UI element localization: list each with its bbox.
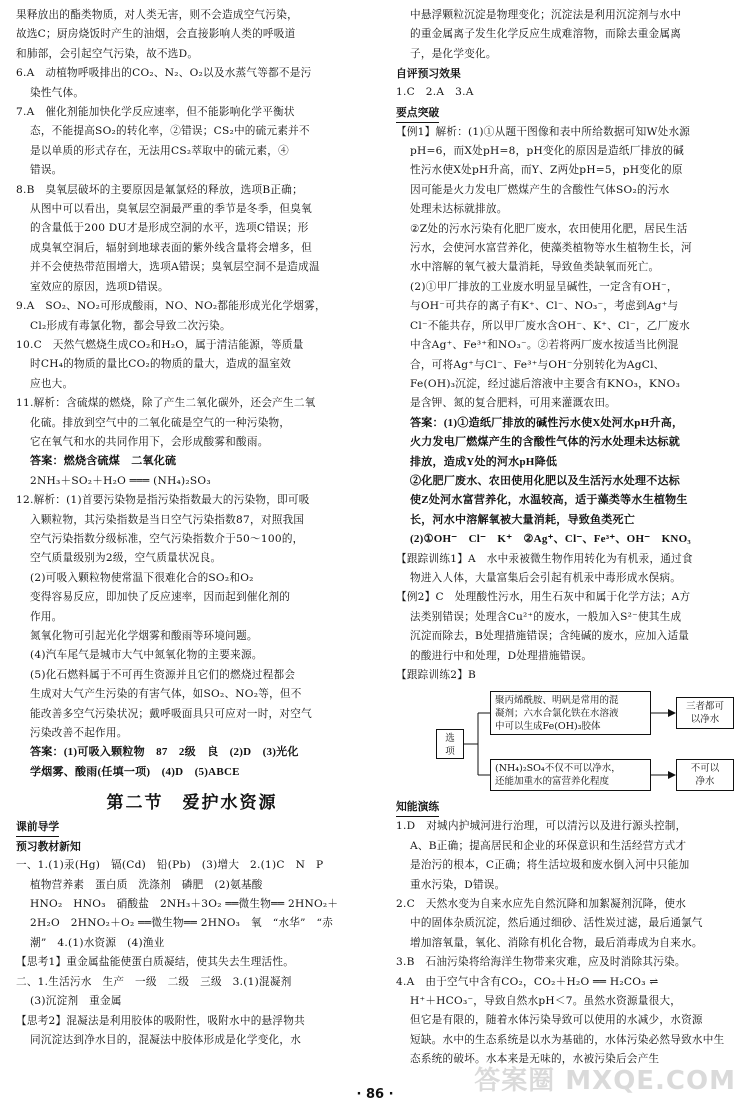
- q11-line: 11.解析：含硫煤的燃烧，除了产生二氧化碳外，还会产生二氧: [16, 397, 316, 410]
- example2-line: 沉淀而除去，B处理措施错误；含纯碱的废水，应加入适量: [410, 630, 690, 643]
- drill1-line: A、B正确；提高居民和企业的环保意识和生活经营方式才: [410, 839, 687, 852]
- example1-line: 【例1】解析：(1)①从题干图像和表中所给数据可知W处水源: [396, 125, 691, 138]
- diagram-bottom-result: [676, 759, 734, 791]
- q12-line: 作用。: [30, 610, 63, 623]
- diagram-text: 不可以: [690, 763, 720, 775]
- example1-line: 处理未达标就排放。: [410, 203, 508, 216]
- diagram-option-label: 选项: [445, 733, 455, 758]
- q12-line: 空气质量级别为2级，空气质量状况良。: [30, 552, 222, 565]
- q10-line: 10.C 天然气燃烧生成CO₂和H₂O，属于清洁能源，等质量: [16, 338, 304, 351]
- q12-line: 变得容易反应，即加快了反应速率，因而起到催化剂的: [30, 591, 291, 604]
- drill2-line: 中的固体杂质沉淀，然后通过细砂、活性炭过滤，最后通氯气: [410, 917, 703, 930]
- example1-line: 因可能是火力发电厂燃煤产生的含酸性气体SO₂的污水: [410, 183, 670, 196]
- example1-line: 污水，会使河水富营养化，使藻类植物等水生植物生长，河: [410, 242, 692, 255]
- q11-line: 它在氧气和水的共同作用下，会形成酸雾和酸雨。: [30, 435, 269, 448]
- drill4-line: 4.A 由于空气中含有CO₂，CO₂＋H₂O ══ H₂CO₃ ⇌: [396, 975, 659, 988]
- text-line: 故选C；厨房烧饭时产生的油烟，会直接影响人类的呼吸道: [16, 28, 296, 41]
- drill1-line: 是治污的根本，C正确；将生活垃圾和废水倒入河中只能加: [410, 859, 690, 872]
- example2-line: 的酸进行中和处理，D处理措施错误。: [410, 649, 593, 662]
- diagram-text: 以净水: [690, 714, 720, 726]
- example1-answer: (2)①OH⁻ Cl⁻ K⁺ ②Ag⁺、Cl⁻、Fe³⁺、OH⁻ KNO₃: [410, 533, 691, 546]
- text-line: 果释放出的酯类物质，对人类无害，则不会造成空气污染，: [16, 9, 298, 21]
- example2-line: 【例2】C 处理酸性污水，用生石灰中和属于化学方法；A方: [396, 591, 691, 604]
- think-2: 【思考2】混凝法是利用胶体的吸附性，吸附水中的悬浮物共: [16, 1014, 305, 1027]
- track2-line: 【跟踪训练2】B: [396, 669, 477, 681]
- diagram-bottom-box: [490, 759, 651, 791]
- q12-answer: 答案：(1)可吸入颗粒物 87 2级 良 (2)D (3)光化: [30, 746, 299, 759]
- heading-drill: [396, 797, 748, 817]
- q12-line: (4)汽车尾气是城市大气中氮氧化物的主要来源。: [30, 649, 263, 662]
- track1-line: 【跟踪训练1】A 水中汞被微生物作用转化为有机汞，通过食: [396, 552, 693, 565]
- text-line: 和肺部，会引起空气污染，故不选D。: [16, 47, 199, 60]
- example1-line: 与OH⁻可共存的离子有K⁺、Cl⁻、NO₃⁻，考虑到Ag⁺与: [410, 300, 679, 313]
- diagram-top-result: [676, 697, 734, 729]
- diagram-option-box: [436, 729, 464, 759]
- watermark-logo: 答案圈 MXQE.COM: [474, 1066, 736, 1096]
- think-2: 同沉淀达到净水目的，混凝法中胶体形成是化学变化，水: [30, 1033, 302, 1046]
- q8-line: 从图中可以看出，臭氧层空洞最严重的季节是冬季，但臭氧: [30, 203, 312, 216]
- example1-answer: 长，河水中溶解氧被大量消耗，导致鱼类死亡: [410, 513, 635, 526]
- example1-line: Fe(OH)₃沉淀，经过滤后溶液中主要含有KNO₃，KNO₃: [410, 377, 681, 390]
- think-1: 【思考1】重金属盐能使蛋白质凝结，使其失去生理活性。: [16, 956, 295, 969]
- q12-answer: 学烟雾、酸雨(任填一项) (4)D (5)ABCE: [30, 765, 240, 778]
- q8-line: 室效应的原因，选项D错误。: [30, 280, 169, 293]
- example1-line: 中含Ag⁺、Fe³⁺和NO₃⁻。②若将两厂废水按适当比例混: [410, 339, 679, 352]
- self-check-answers: 1.C 2.A 3.A: [396, 86, 474, 99]
- example1-line: pH=6，而X处pH=8，pH变化的原因是造纸厂排放的碱: [410, 145, 684, 158]
- q12-line: 生成对大气产生污染的有害气体，如SO₂、NO₂等，但不: [30, 688, 302, 701]
- heading-self-check: 自评预习效果: [396, 67, 461, 81]
- example1-answer: ②化肥厂废水、农田使用化肥以及生活污水处理不达标: [410, 474, 680, 487]
- q12-line: 12.解析：(1)首要污染物是指污染指数最大的污染物，即可吸: [16, 494, 310, 507]
- q12-line: 空气污染指数分级标准，空气污染指数介于50～100的，: [30, 532, 304, 545]
- example1-answer: 答案：(1)①造纸厂排放的碱性污水使X处河水pH升高，: [410, 416, 684, 429]
- right-column: [396, 0, 748, 1070]
- diagram-text: 还能加重水的富营养化程度: [495, 776, 610, 788]
- q12-line: (5)化石燃料属于不可再生资源并且它们的燃烧过程都会: [30, 668, 296, 681]
- text-line: 的重金属离子发生化学反应生成难溶物，而除去重金属离: [410, 28, 682, 41]
- q7-line: 态，不能提高SO₂的转化率，②错误；CS₂中的硫元素并不: [30, 125, 310, 138]
- drill4-line: 短缺。水中的生态系统是以水为基础的，水体污染必然导致水中生: [410, 1033, 725, 1046]
- flow-diagram: [396, 689, 748, 795]
- track1-line: 物进入人体，大量富集后会引起有机汞中毒形成水俣病。: [410, 571, 682, 584]
- preview-line: 潮” 4.(1)水资源 (4)渔业: [30, 936, 165, 949]
- example2-line: 法类别错误；处理含Cu²⁺的废水，一般加入S²⁻使其生成: [410, 610, 682, 623]
- example1-answer: 火力发电厂燃煤产生的含酸性气体的污水处理未达标就: [410, 436, 680, 449]
- q11-answer: 答案：燃烧含硫煤 二氧化硫: [30, 455, 177, 468]
- diagram-text: 净水: [695, 776, 715, 788]
- drill2-line: 增加溶氧量，氧化、消除有机化合物，最后消毒成为自来水。: [410, 936, 703, 949]
- q8-line: 成臭氧空洞后，辐射到地球表面的紫外线含量将会增多，但: [30, 241, 312, 254]
- drill1-line: 重水污染，D错误。: [410, 878, 506, 891]
- preview-line: 二、1.生活污水 生产 一级 二级 三级 3.(1)混凝剂: [16, 975, 292, 988]
- left-column: [16, 0, 368, 1050]
- drill4-line: 但它是有限的，随着水体污染导致可以使用的水减少，水资源: [410, 1014, 703, 1027]
- example1-line: (2)①甲厂排放的工业废水明显呈碱性，一定含有OH⁻，: [410, 280, 678, 293]
- q8-line: 8.B 臭氧层破坏的主要原因是氟氯烃的释放，选项B正确；: [16, 183, 303, 196]
- q12-line: 氮氧化物可引起光化学烟雾和酸雨等环境问题。: [30, 630, 258, 642]
- example1-line: 是含钾、氮的复合肥料，可用来灌溉农田。: [410, 397, 617, 410]
- heading-guide: [16, 817, 368, 837]
- q11-line: 化硫。排放到空气中的二氧化硫是空气的一种污染物，: [30, 416, 291, 429]
- example1-line: 合，可将Ag⁺与Cl⁻、Fe³⁺与OH⁻分别转化为AgCl、: [410, 358, 665, 371]
- diagram-text: (NH₄)₂SO₄不仅不可以净水，: [495, 763, 621, 775]
- q9-line: Cl₂形成有毒氯化物，都会导致二次污染。: [30, 319, 231, 332]
- text-line: 中悬浮颗粒沉淀是物理变化；沉淀法是利用沉淀剂与水中: [410, 9, 682, 21]
- q12-line: 污染改善不起作用。: [30, 727, 128, 740]
- drill3-line: 3.B 石油污染将给海洋生物带来灾难，应及时消除其污染。: [396, 956, 686, 969]
- q8-line: 的含量低于200 DU才是形成空洞的水平，选项C错误；形: [30, 222, 309, 235]
- q12-line: 能改善多空气污染状况；戴呼吸面具只可应对一时，对空气: [30, 707, 312, 720]
- drill2-line: 2.C 天然水变为自来水应先自然沉降和加絮凝剂沉降，使水: [396, 898, 687, 911]
- preview-line: HNO₂ HNO₃ 硝酸盐 2NH₃＋3O₂ ══微生物══ 2HNO₂＋: [30, 898, 339, 911]
- preview-line: 植物营养素 蛋白质 洗涤剂 磷肥 (2)氨基酸: [30, 878, 263, 891]
- section-title: 第二节 爱护水资源: [106, 793, 278, 814]
- q10-line: 时CH₄的物质的量比CO₂的物质的量大，造成的温室效: [30, 358, 292, 371]
- example1-line: Cl⁻不能共存，所以甲厂废水含OH⁻、K⁺、Cl⁻，乙厂废水: [410, 319, 690, 332]
- preview-line: (3)沉淀剂 重金属: [30, 995, 122, 1008]
- q6-line: 6.A 动植物呼吸排出的CO₂、N₂、O₂以及水蒸气等都不是污: [16, 67, 312, 80]
- diagram-text: 三者都可: [685, 701, 724, 713]
- q7-line: 7.A 催化剂能加快化学反应速率，但不能影响化学平衡状: [16, 106, 295, 119]
- heading-drill-text: 知能演练: [396, 797, 439, 817]
- example1-line: 性污水使X处pH升高，而Y、Z两处pH=5，pH变化的原: [410, 164, 683, 177]
- example1-line: ②Z处的污水污染有化肥厂废水，农田使用化肥，居民生活: [410, 222, 688, 235]
- q8-line: 并不会使热带范围增大，选项A错误；臭氧层空洞不是造成温: [30, 261, 320, 274]
- q10-line: 应也大。: [30, 377, 74, 390]
- heading-preview: 预习教材新知: [16, 840, 81, 854]
- drill1-line: 1.D 对城内护城河进行治理，可以清污以及进行源头控制，: [396, 820, 687, 833]
- preview-line: 2H₂O 2HNO₂＋O₂ ══微生物══ 2HNO₃ 氧 “水华” “赤: [30, 917, 334, 930]
- diagram-top-box: [490, 691, 651, 735]
- drill4-line: H⁺＋HCO₃⁻，导致自然水pH＜7。虽然水资源量很大，: [410, 995, 682, 1008]
- diagram-text: 凝剂；六水合氯化铁在水溶液: [495, 708, 619, 720]
- text-line: 子，是化学变化。: [410, 47, 497, 60]
- diagram-text: 聚丙烯酰胺、明矾是常用的混: [495, 695, 619, 707]
- heading-key-points: [396, 103, 748, 123]
- example1-line: 水中溶解的氧气被大量消耗，导致鱼类缺氧而死亡。: [410, 261, 660, 274]
- diagram-text: 中可以生成Fe(OH)₃胶体: [495, 721, 601, 733]
- example1-answer: 排放，造成Y处的河水pH降低: [410, 455, 558, 468]
- q12-line: 入颗粒物，其污染指数是当日空气污染指数87，对照我国: [30, 513, 305, 526]
- q11-equation: 2NH₃＋SO₂＋H₂O ═══ (NH₄)₂SO₃: [30, 474, 211, 487]
- q7-line: 是以单质的形式存在，无法用CS₂萃取中的硫元素，④: [30, 144, 289, 157]
- preview-line: 一、1.(1)汞(Hg) 镉(Cd) 铅(Pb) (3)增大 2.(1)C N P: [16, 859, 324, 872]
- q6-line: 染性气体。: [30, 86, 85, 99]
- page-number: · 86 ·: [356, 1087, 394, 1102]
- example1-answer: 使Z处河水富营养化，水温较高，适于藻类等水生植物生: [410, 494, 688, 507]
- q7-line: 错误。: [30, 164, 63, 177]
- q9-line: 9.A SO₂、NO₂可形成酸雨，NO、NO₂都能形成光化学烟雾，: [16, 300, 326, 313]
- heading-guide-text: 课前导学: [16, 817, 59, 837]
- drill4-line: 态系统的破坏。水本来是无味的，水被污染后会产生: [410, 1053, 660, 1066]
- q12-line: (2)可吸入颗粒物使常温下很难化合的SO₂和O₂: [30, 571, 254, 584]
- heading-key-points-text: 要点突破: [396, 103, 439, 123]
